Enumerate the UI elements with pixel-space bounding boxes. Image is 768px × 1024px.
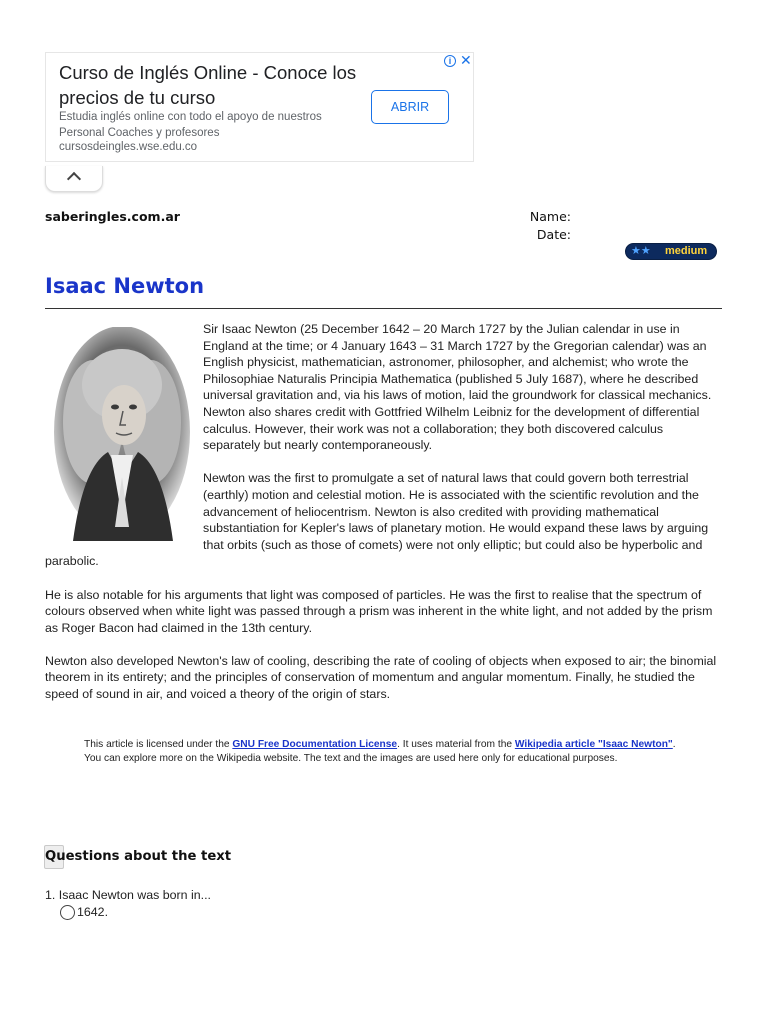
article-body xyxy=(45,321,722,719)
license-note: This article is licensed under the GNU Free Documentation License. It uses material from the Wikipedia article "Isaac Newton". You can explore more on the Wikipedia website. The text and the images are used here only for educational purposes. xyxy=(84,739,676,765)
title-divider xyxy=(45,308,722,309)
ad-info-icon[interactable]: i xyxy=(444,55,456,67)
ad-headline[interactable]: Curso de Inglés Online - Conoce los precios de tu curso xyxy=(59,62,357,108)
ad-open-button[interactable]: ABRIR xyxy=(371,90,449,124)
radio-button[interactable] xyxy=(60,905,75,920)
question-1-option-1[interactable]: 1642. xyxy=(60,905,108,920)
gnu-license-link[interactable]: GNU Free Documentation License xyxy=(232,739,398,750)
ad-url[interactable]: cursosdeingles.wse.edu.co xyxy=(59,141,198,153)
article-paragraph-3: He is also notable for his arguments that light was composed of particles. He was the first to realise that the spectrum of colours observed when white light was passed through a prism was inherent in the white light, and not added by the prism as Roger Bacon had claimed in the 13th century. xyxy=(45,587,713,635)
newton-portrait-image xyxy=(53,327,191,541)
article-paragraph-2: Newton was the first to promulgate a set of natural laws that could govern both terrestrial (earthly) motion and celestial motion. He is associated with the scientific revolution and the advancement of heliocentrism. Newton is also credited with providing mathematical substantiation for Kepler's laws of planetary motion. He would expand these laws by arguing that orbits (such as those of comets) were not only elliptic; but could also be hyperbolic and parabolic. xyxy=(45,471,709,569)
article-paragraph-1: Sir Isaac Newton (25 December 1642 – 20 March 1727 by the Julian calendar in use in England at the time; or 4 January 1643 – 31 March 1727 by the Gregorian calendar) was an English physicist, mathematician, astronomer, philosopher, and alchemist; who wrote the Philosophiae Naturalis Principia Mathematica (published 5 July 1687), where he described universal gravitation and, via his laws of motion, laid the groundwork for classical mechanics. Newton also shares credit with Gottfried Wilhelm Leibniz for the development of differential calculus. However, their work was not a collaboration; they both discovered calculus separately but nearly contemporaneously. xyxy=(45,321,722,454)
article-paragraph-4: Newton also developed Newton's law of cooling, describing the rate of cooling of objects when exposed to air; the binomial theorem in its entirety; and the principles of conservation of momentum and angular momentum. Finally, he studied the speed of sound in air, and voiced a theory of the origin of stars. xyxy=(45,653,717,702)
wikipedia-article-link[interactable]: Wikipedia article "Isaac Newton" xyxy=(514,739,673,750)
site-name: saberingles.com.ar xyxy=(45,209,180,224)
questions-heading: Questions about the text xyxy=(45,849,231,864)
question-1-prompt: 1. Isaac Newton was born in... xyxy=(45,888,211,902)
close-icon[interactable]: ✕ xyxy=(460,52,472,68)
ad-banner[interactable] xyxy=(45,52,474,162)
ad-collapse-button[interactable] xyxy=(45,166,103,192)
name-label: Name: xyxy=(529,209,571,224)
level-badge xyxy=(625,243,717,260)
page-title: Isaac Newton xyxy=(45,274,205,298)
date-label: Date: xyxy=(536,227,571,242)
level-label: medium xyxy=(665,245,708,257)
ad-description: Estudia inglés online con todo el apoyo de nuestros Personal Coaches y profesores xyxy=(59,111,322,139)
star-icon: ★★ xyxy=(631,245,651,257)
chevron-up-icon xyxy=(67,172,81,186)
